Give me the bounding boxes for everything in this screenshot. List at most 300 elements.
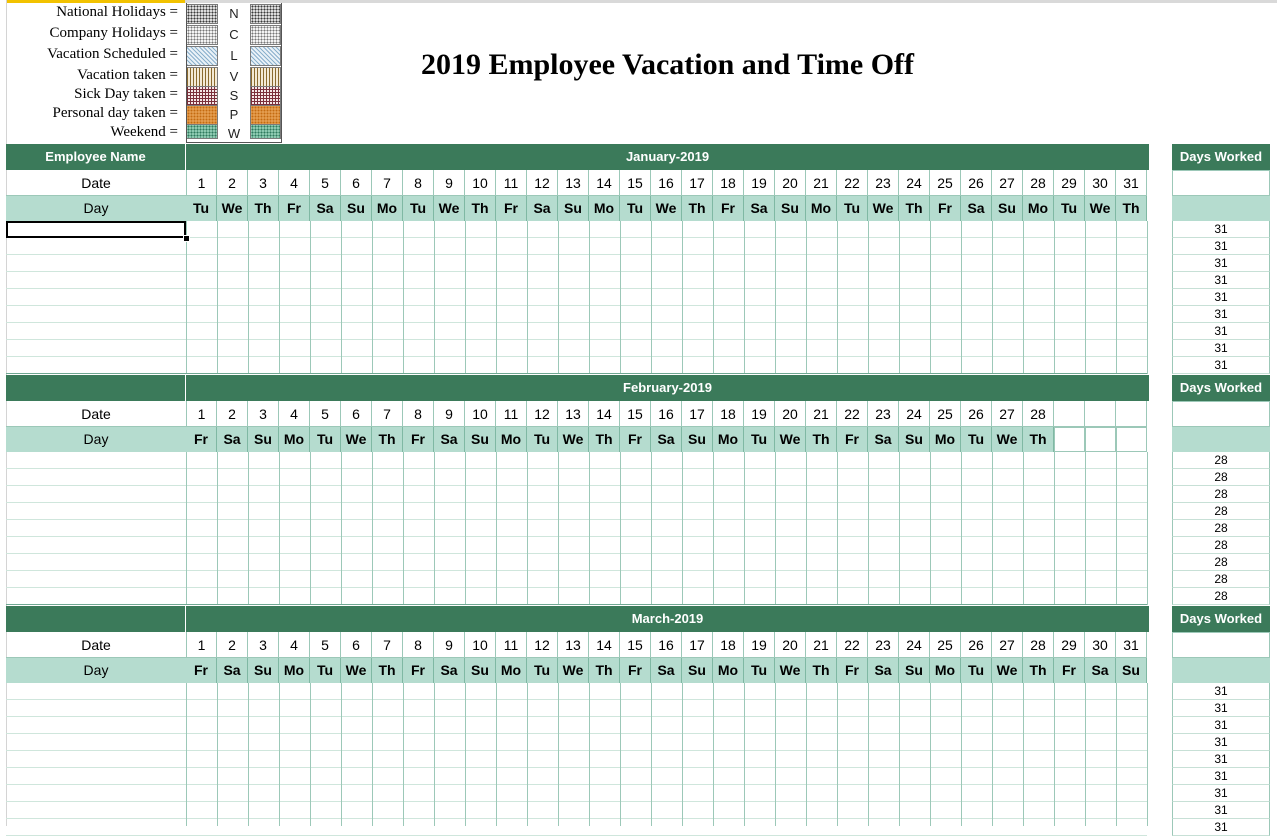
column-gridline [868,221,869,374]
date-cell: 29 [1054,632,1085,658]
legend-label-p: Personal day taken = [52,105,178,121]
column-gridline [310,221,311,374]
employee-name-cell[interactable] [6,306,186,323]
date-cell: 1 [186,170,217,196]
weekday-cell: Su [899,658,930,683]
date-cell: 26 [961,632,992,658]
weekday-cell: Fr [1054,658,1085,683]
days-worked-value: 31 [1172,272,1270,289]
month-title-1: February-2019 [186,375,1149,401]
employee-name-cell[interactable] [6,520,186,537]
column-gridline [1116,452,1117,605]
date-cell: 20 [775,632,806,658]
day-row-label-0: Day [6,196,186,221]
date-cell: 7 [372,170,403,196]
weekday-cell: Fr [620,427,651,452]
days-worked-value: 28 [1172,469,1270,486]
date-cell: 18 [713,632,744,658]
column-gridline [279,683,280,826]
column-gridline [341,452,342,605]
month-header-left [6,375,185,401]
date-cell: 31 [1116,170,1147,196]
days-worked-value: 31 [1172,221,1270,238]
column-gridline [558,683,559,826]
weekday-cell: Su [682,658,713,683]
employee-name-cell[interactable] [6,323,186,340]
weekday-cell: Mo [589,196,620,221]
weekday-cell: Th [1023,427,1054,452]
legend-code-s: S [229,88,239,103]
column-gridline [465,452,466,605]
days-worked-value: 31 [1172,717,1270,734]
column-gridline [775,221,776,374]
legend-swatch-c-b [250,25,281,45]
days-worked-value: 31 [1172,340,1270,357]
day-row-label-2: Day [6,658,186,683]
column-gridline [186,452,187,605]
weekday-cell: Su [992,196,1023,221]
weekday-cell: Su [248,658,279,683]
date-cell: 7 [372,632,403,658]
date-cell: 2 [217,632,248,658]
weekday-cell: Th [1116,196,1147,221]
date-cell: 19 [744,632,775,658]
weekday-cell: Th [372,658,403,683]
days-worked-header-1: Days Worked [1172,375,1270,401]
sheet-top-strip [0,0,1277,3]
employee-name-cell[interactable] [6,588,186,605]
date-cell: 19 [744,401,775,427]
column-gridline [837,452,838,605]
block-bottom-border [6,604,1147,605]
column-gridline [868,683,869,826]
days-worked-value: 28 [1172,537,1270,554]
weekday-cell: Tu [620,196,651,221]
column-gridline [713,221,714,374]
days-worked-value: 28 [1172,452,1270,469]
employee-name-header: Employee Name [6,144,185,170]
legend-swatch-l [186,46,218,66]
weekday-cell: Fr [837,658,868,683]
weekday-cell: Sa [868,427,899,452]
column-gridline [1023,452,1024,605]
weekday-cell: Fr [930,196,961,221]
column-gridline [1085,452,1086,605]
date-cell: 17 [682,632,713,658]
weekday-cell: Sa [310,196,341,221]
column-gridline [651,683,652,826]
column-gridline [403,221,404,374]
date-cell: 7 [372,401,403,427]
legend-swatch-p [186,105,218,125]
date-cell: 1 [186,632,217,658]
legend-swatch-l-b [250,46,281,66]
column-gridline [496,683,497,826]
date-cell: 2 [217,170,248,196]
date-cell: 12 [527,632,558,658]
employee-name-cell[interactable] [6,357,186,374]
weekday-cell: Su [341,196,372,221]
days-worked-value: 31 [1172,819,1270,836]
date-cell: 18 [713,401,744,427]
date-cell: 6 [341,401,372,427]
column-gridline [248,221,249,374]
date-row-label-2: Date [6,632,186,658]
date-cell: 13 [558,170,589,196]
date-row-label-0: Date [6,170,186,196]
legend-code-w: W [227,126,241,141]
days-worked-value: 31 [1172,700,1270,717]
days-worked-value: 28 [1172,554,1270,571]
weekday-cell: Su [899,427,930,452]
date-cell: 20 [775,401,806,427]
weekday-cell: We [558,658,589,683]
column-gridline [1023,683,1024,826]
date-cell: 27 [992,170,1023,196]
employee-name-cell[interactable] [6,503,186,520]
column-gridline [620,452,621,605]
date-cell: 28 [1023,401,1054,427]
column-gridline [434,452,435,605]
column-gridline [961,452,962,605]
days-worked-value: 31 [1172,751,1270,768]
date-cell: 11 [496,632,527,658]
days-worked-date-blank [1172,401,1270,427]
employee-name-cell[interactable] [6,289,186,306]
date-cell: 30 [1085,170,1116,196]
days-worked-header-0: Days Worked [1172,144,1270,170]
weekday-cell: Sa [651,658,682,683]
weekday-cell: Th [465,196,496,221]
date-cell: 28 [1023,170,1054,196]
days-worked-value: 28 [1172,571,1270,588]
column-gridline [434,221,435,374]
weekday-cell: Fr [713,196,744,221]
legend-swatch-p-b [250,105,281,125]
date-cell: 16 [651,170,682,196]
date-cell: 9 [434,632,465,658]
column-gridline [310,452,311,605]
column-gridline [527,683,528,826]
weekday-cell: Tu [527,658,558,683]
weekday-cell [1116,427,1147,452]
column-gridline [744,452,745,605]
date-cell: 24 [899,632,930,658]
column-gridline [775,452,776,605]
column-gridline [372,683,373,826]
legend-label-w: Weekend = [110,124,178,140]
days-worked-value: 31 [1172,802,1270,819]
legend-code-n: N [229,6,239,21]
date-cell: 21 [806,632,837,658]
weekday-cell: Th [589,427,620,452]
weekday-cell: We [775,427,806,452]
date-cell: 25 [930,401,961,427]
active-cell-selection[interactable] [6,221,186,238]
date-cell: 4 [279,170,310,196]
weekday-cell: We [558,427,589,452]
column-gridline [806,452,807,605]
page-title: 2019 Employee Vacation and Time Off [420,48,915,81]
weekday-cell: Th [899,196,930,221]
column-gridline [1147,221,1148,374]
weekday-cell: We [341,427,372,452]
date-cell: 9 [434,401,465,427]
weekday-cell: We [992,658,1023,683]
day-row-label-1: Day [6,427,186,452]
column-gridline [1054,683,1055,826]
weekday-cell: Mo [279,658,310,683]
weekday-cell: Fr [620,658,651,683]
date-cell: 20 [775,170,806,196]
column-gridline [217,683,218,826]
weekday-cell: Fr [186,427,217,452]
employee-name-cell[interactable] [6,768,186,785]
date-cell: 6 [341,170,372,196]
column-gridline [248,683,249,826]
weekday-cell: Sa [744,196,775,221]
date-cell: 25 [930,170,961,196]
weekday-cell: Tu [744,427,775,452]
days-worked-value: 28 [1172,503,1270,520]
weekday-cell: Mo [279,427,310,452]
weekday-cell: We [434,196,465,221]
legend-label-c: Company Holidays = [49,25,178,41]
employee-name-cell[interactable] [6,255,186,272]
date-cell: 15 [620,401,651,427]
column-gridline [1054,452,1055,605]
weekday-cell: Fr [837,427,868,452]
legend-swatch-c [186,25,218,45]
column-gridline [465,683,466,826]
employee-name-cell[interactable] [6,802,186,819]
weekday-cell [1054,427,1085,452]
employee-name-cell[interactable] [6,554,186,571]
column-gridline [620,221,621,374]
employee-name-cell[interactable] [6,571,186,588]
date-cell: 21 [806,401,837,427]
column-gridline [682,683,683,826]
column-gridline [496,452,497,605]
date-cell [1085,401,1116,427]
employee-name-cell[interactable] [6,340,186,357]
date-cell: 22 [837,170,868,196]
date-cell: 21 [806,170,837,196]
weekday-cell: Mo [496,658,527,683]
days-worked-day-blank [1172,427,1270,452]
days-worked-value: 31 [1172,734,1270,751]
employee-name-cell[interactable] [6,486,186,503]
weekday-cell: Sa [217,427,248,452]
date-cell: 24 [899,401,930,427]
column-gridline [992,683,993,826]
month-header-left [6,606,185,632]
column-gridline [434,683,435,826]
month-title-0: January-2019 [186,144,1149,170]
column-gridline [868,452,869,605]
legend-swatch-w [186,124,218,139]
column-gridline [310,683,311,826]
date-cell: 4 [279,401,310,427]
date-cell: 15 [620,170,651,196]
weekday-cell: Mo [930,427,961,452]
column-gridline [1054,221,1055,374]
date-cell: 1 [186,401,217,427]
employee-name-cell[interactable] [6,452,186,469]
column-gridline [651,452,652,605]
date-cell: 15 [620,632,651,658]
employee-name-cell[interactable] [6,272,186,289]
legend-label-s: Sick Day taken = [74,86,178,102]
employee-name-cell[interactable] [6,819,186,836]
column-gridline [682,452,683,605]
employee-name-cell[interactable] [6,238,186,255]
date-cell: 9 [434,170,465,196]
date-row-label-1: Date [6,401,186,427]
date-cell: 11 [496,401,527,427]
days-worked-value: 31 [1172,683,1270,700]
days-worked-value: 31 [1172,785,1270,802]
date-cell: 16 [651,401,682,427]
column-gridline [403,452,404,605]
weekday-cell: We [341,658,372,683]
date-cell: 19 [744,170,775,196]
column-gridline [589,452,590,605]
days-worked-value: 28 [1172,588,1270,605]
legend-swatch-n-b [250,4,281,24]
weekday-cell: Fr [403,427,434,452]
date-cell: 5 [310,170,341,196]
weekday-cell: Tu [961,427,992,452]
weekday-cell: Th [1023,658,1054,683]
weekday-cell: Su [558,196,589,221]
weekday-cell: Sa [434,658,465,683]
legend-swatch-s [186,86,218,106]
column-gridline [279,452,280,605]
weekday-cell: Sa [868,658,899,683]
employee-name-cell[interactable] [6,700,186,717]
legend-label-n: National Holidays = [56,4,178,20]
column-gridline [1116,683,1117,826]
column-gridline [217,221,218,374]
date-cell: 22 [837,401,868,427]
date-cell: 14 [589,401,620,427]
days-worked-value: 28 [1172,486,1270,503]
date-cell: 27 [992,632,1023,658]
column-gridline [899,683,900,826]
days-worked-value: 31 [1172,323,1270,340]
employee-name-cell[interactable] [6,683,186,700]
employee-name-cell[interactable] [6,469,186,486]
date-cell: 23 [868,632,899,658]
days-worked-date-blank [1172,632,1270,658]
weekday-cell: We [992,427,1023,452]
employee-name-cell[interactable] [6,751,186,768]
weekday-cell: Tu [961,658,992,683]
date-cell: 3 [248,170,279,196]
weekday-cell: Th [589,658,620,683]
employee-name-cell[interactable] [6,717,186,734]
column-gridline [248,452,249,605]
column-gridline [899,221,900,374]
column-gridline [186,683,187,826]
weekday-cell: Th [806,658,837,683]
legend-label-l: Vacation Scheduled = [47,46,178,62]
days-worked-value: 31 [1172,357,1270,374]
weekday-cell: Sa [527,196,558,221]
date-cell: 12 [527,170,558,196]
column-gridline [186,221,187,374]
employee-name-cell[interactable] [6,537,186,554]
column-gridline [806,683,807,826]
date-cell: 10 [465,632,496,658]
column-gridline [527,452,528,605]
weekday-cell: Th [682,196,713,221]
legend-code-l: L [230,48,238,63]
legend-swatch-n [186,4,218,24]
date-cell [1116,401,1147,427]
employee-name-cell[interactable] [6,734,186,751]
legend-swatch-v-b [250,67,281,87]
column-gridline [1147,683,1148,826]
column-gridline [837,683,838,826]
date-cell: 14 [589,170,620,196]
weekday-cell: Mo [713,658,744,683]
days-worked-day-blank [1172,658,1270,683]
weekday-cell: Su [465,658,496,683]
date-cell: 23 [868,401,899,427]
month-title-2: March-2019 [186,606,1149,632]
weekday-cell: Mo [372,196,403,221]
fill-handle[interactable] [183,235,190,242]
date-cell: 5 [310,401,341,427]
weekday-cell: Tu [310,658,341,683]
days-worked-value: 31 [1172,306,1270,323]
column-gridline [713,683,714,826]
column-gridline [279,221,280,374]
date-cell: 14 [589,632,620,658]
column-gridline [992,221,993,374]
selected-column-accent [0,0,185,3]
weekday-cell: Fr [496,196,527,221]
column-gridline [527,221,528,374]
weekday-cell: Su [682,427,713,452]
weekday-cell: Sa [1085,658,1116,683]
column-gridline [837,221,838,374]
column-gridline [775,683,776,826]
date-cell: 13 [558,401,589,427]
legend-code-c: C [229,27,239,42]
column-gridline [341,683,342,826]
weekday-cell: Sa [961,196,992,221]
weekday-cell: Sa [434,427,465,452]
date-cell: 8 [403,632,434,658]
date-cell: 26 [961,170,992,196]
date-cell: 17 [682,170,713,196]
date-cell: 23 [868,170,899,196]
date-cell: 31 [1116,632,1147,658]
column-gridline [1085,683,1086,826]
column-gridline [372,452,373,605]
employee-name-cell[interactable] [6,785,186,802]
weekday-cell: Mo [1023,196,1054,221]
date-cell: 5 [310,632,341,658]
column-gridline [589,683,590,826]
weekday-cell: We [868,196,899,221]
legend-code-v: V [229,69,239,84]
date-cell: 18 [713,170,744,196]
date-cell: 26 [961,401,992,427]
